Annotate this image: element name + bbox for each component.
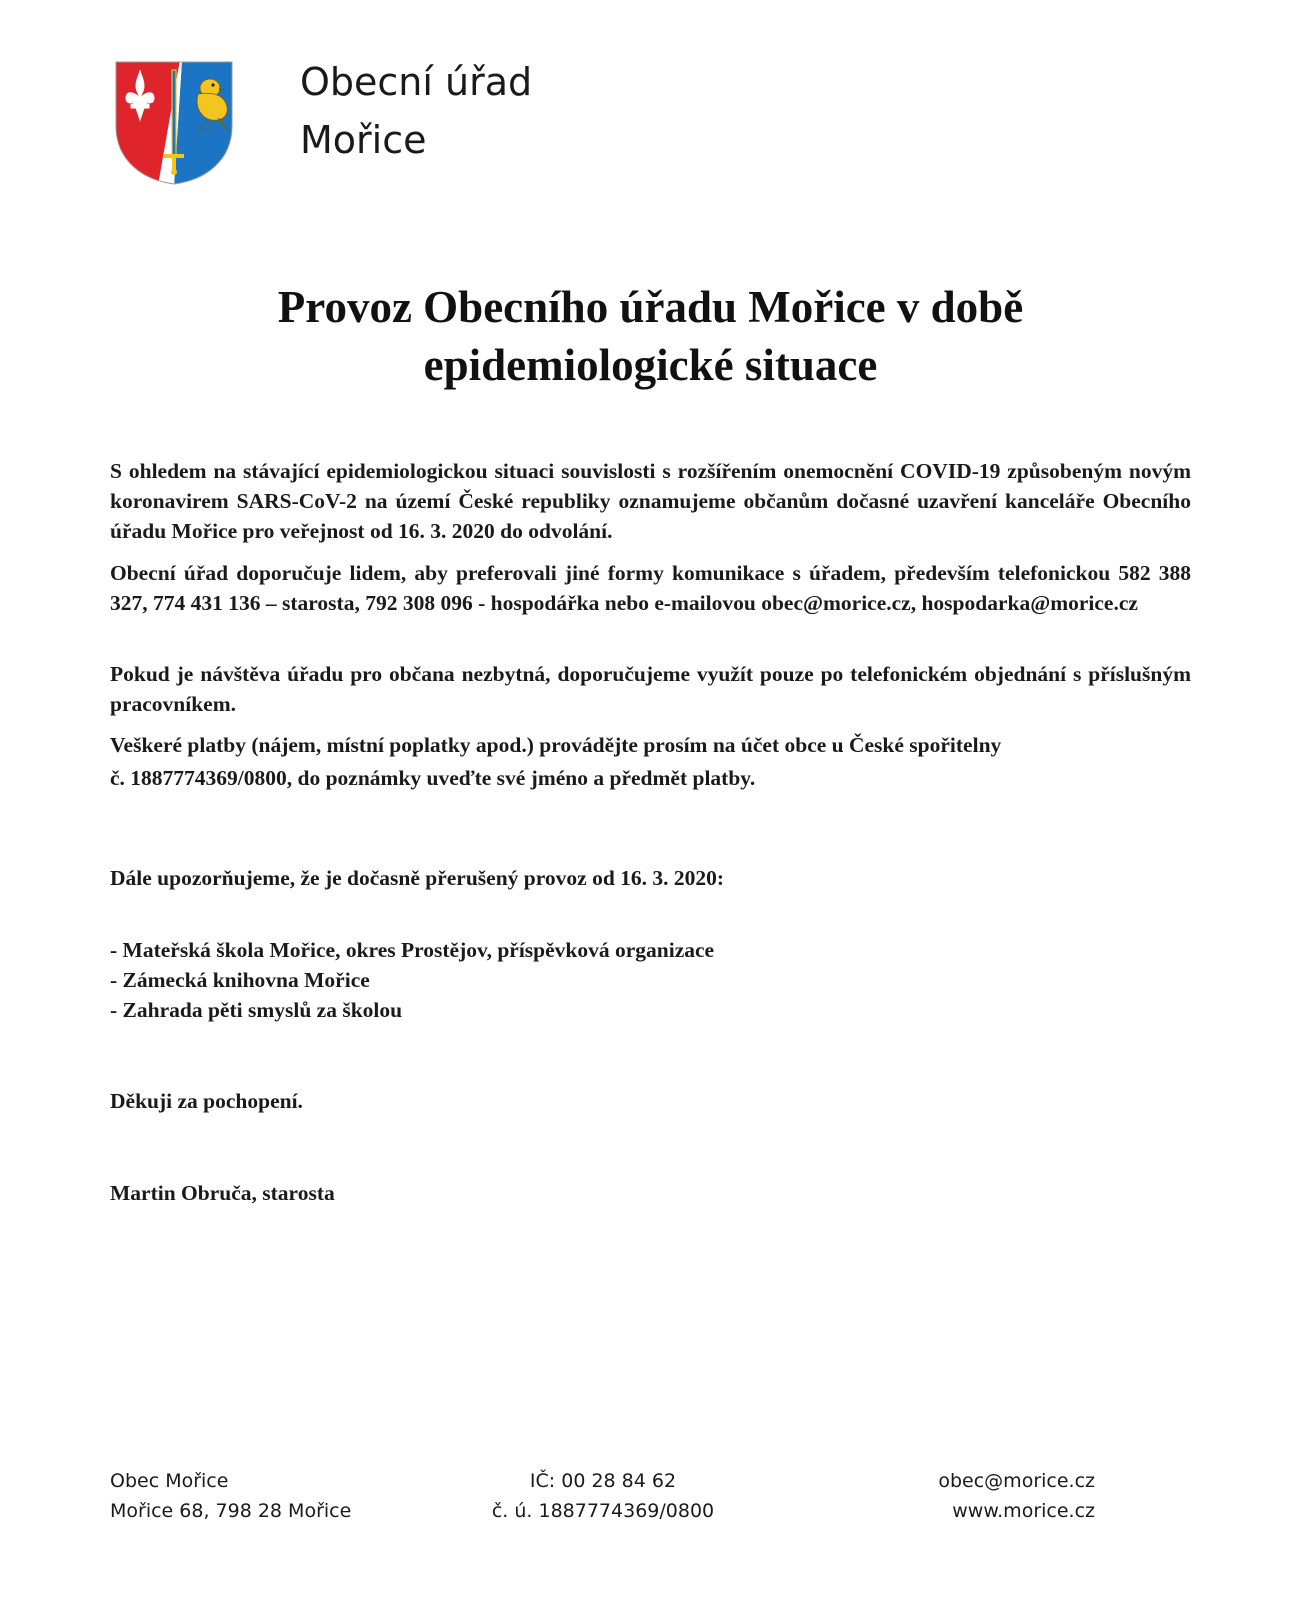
paragraph-closure: S ohledem na stávající epidemiologickou situaci souvislosti s rozšířením onemocnění COVID-19 způsobeným novým koronavirem SARS-CoV-2 na území České republiky oznamujeme občanům dočasné uzavření kanceláře Obecního úřadu Mořice pro veřejnost od 16. 3. 2020 do odvolání. xyxy=(110,459,1191,543)
paragraph-contact: Obecní úřad doporučuje lidem, aby preferovali jiné formy komunikace s úřadem, především telefonickou 582 388 327, 774 431 136 – starosta, 792 308 096 - hospodářka nebo e-mailovou obec@morice.cz, hospodarka@morice.cz xyxy=(110,561,1191,615)
paragraph-visit: Pokud je návštěva úřadu pro občana nezbytná, doporučujeme využít pouze po telefonickém objednání s příslušným pracovníkem. xyxy=(110,662,1191,716)
list-item: - Mateřská škola Mořice, okres Prostějov, příspěvková organizace xyxy=(110,938,715,962)
footer-contact xyxy=(880,1466,1095,1526)
coat-of-arms-icon xyxy=(114,60,234,186)
title-line1: Provoz Obecního úřadu Mořice v době xyxy=(277,282,1024,332)
title-line2: epidemiologické situace xyxy=(423,340,878,390)
page-title xyxy=(110,278,1191,394)
office-name xyxy=(300,53,532,169)
footer-address xyxy=(110,1466,351,1526)
footer-website: www.morice.cz xyxy=(952,1500,1095,1522)
paragraph-payments xyxy=(110,730,1191,793)
office-name-line2: Mořice xyxy=(300,118,427,162)
payments-line2: č. 1887774369/0800, do poznámky uveďte své jméno a předmět platby. xyxy=(110,766,756,790)
footer-account: č. ú. 1887774369/0800 xyxy=(491,1500,715,1522)
footer-ico: IČ: 00 28 84 62 xyxy=(529,1470,677,1492)
footer-org-name: Obec Mořice xyxy=(110,1470,229,1492)
footer-address-line: Mořice 68, 798 28 Mořice xyxy=(110,1500,352,1522)
footer-ids xyxy=(478,1466,728,1526)
closed-facilities-list xyxy=(110,935,1191,1025)
notice-heading: Dále upozorňujeme, že je dočasně přerušený provoz od 16. 3. 2020: xyxy=(110,866,725,890)
signature: Martin Obruča, starosta xyxy=(110,1181,335,1205)
list-item: - Zámecká knihovna Mořice xyxy=(110,968,370,992)
payments-line1: Veškeré platby (nájem, místní poplatky apod.) provádějte prosím na účet obce u České spořitelny xyxy=(110,733,1002,757)
office-name-line1: Obecní úřad xyxy=(300,60,533,104)
list-item: - Zahrada pěti smyslů za školou xyxy=(110,998,403,1022)
footer-email: obec@morice.cz xyxy=(938,1470,1095,1492)
thanks-text: Děkuji za pochopení. xyxy=(110,1089,303,1113)
